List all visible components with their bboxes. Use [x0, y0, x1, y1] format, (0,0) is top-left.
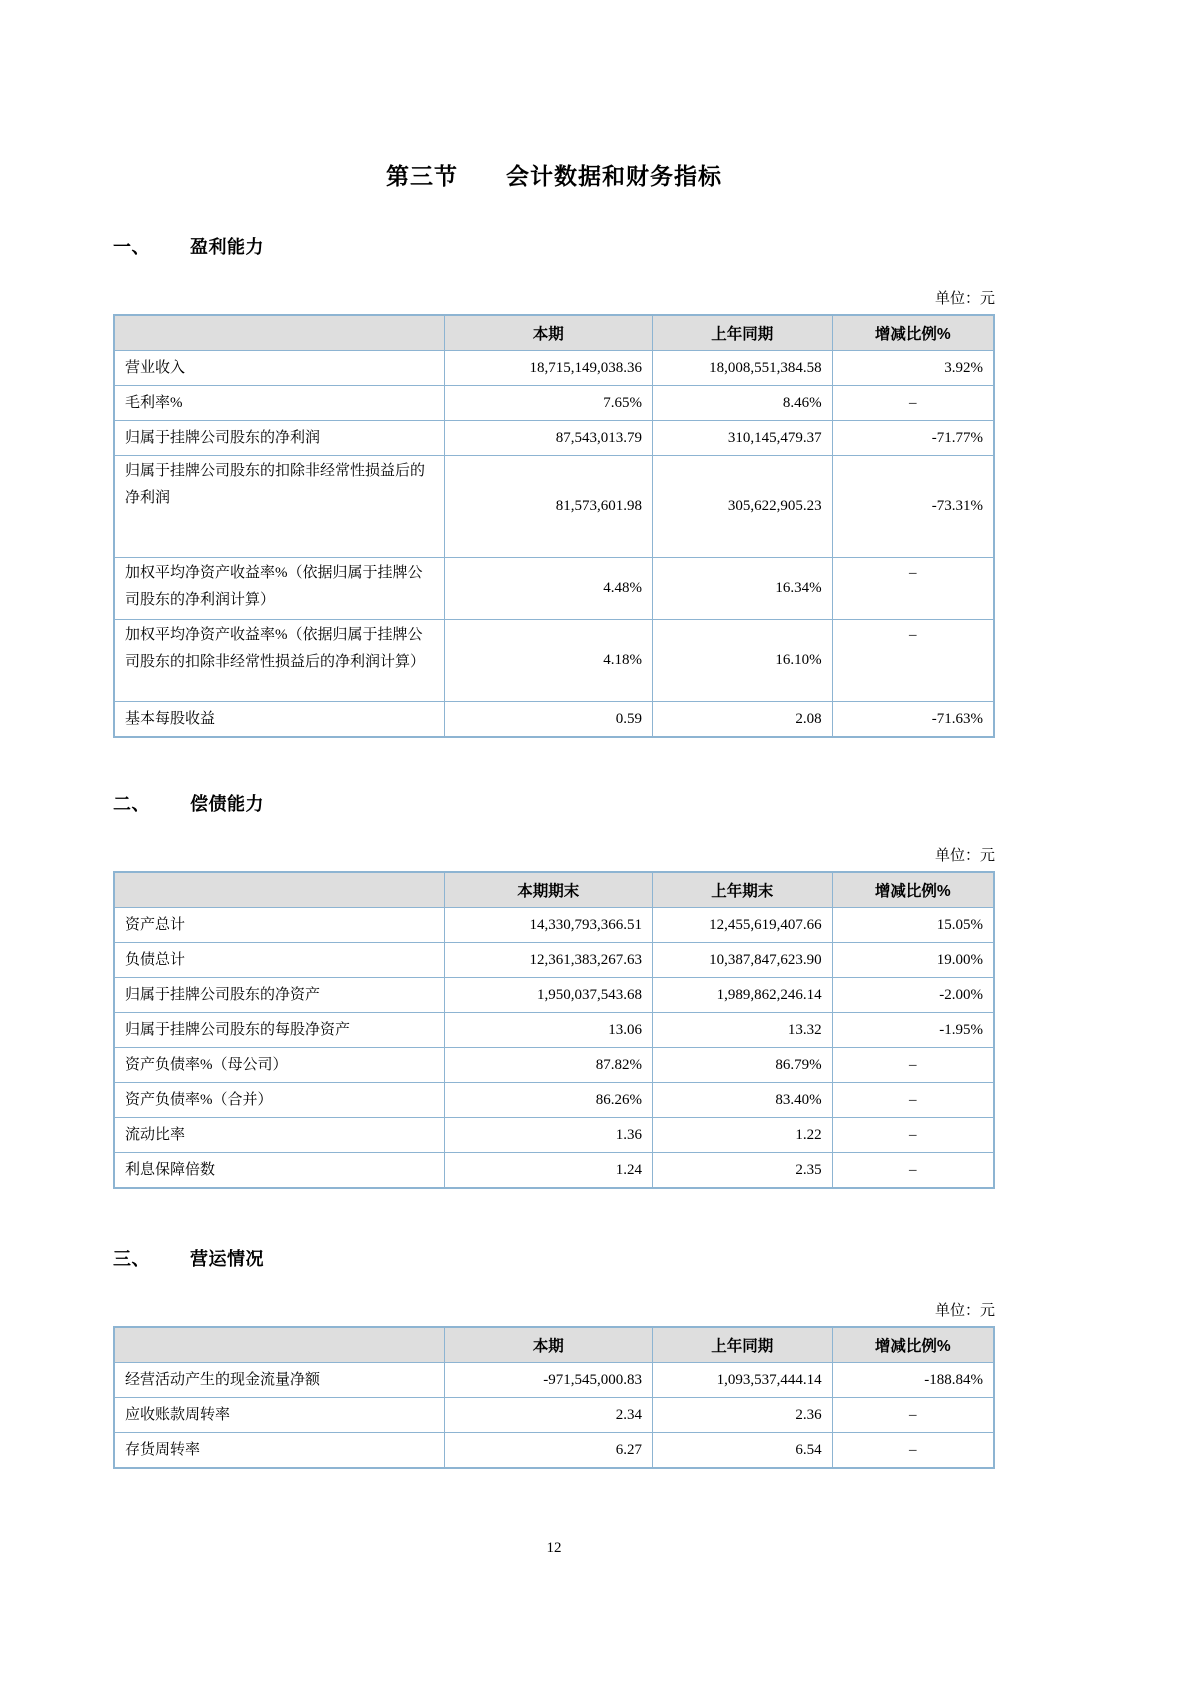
- header-cell: 增减比例%: [832, 872, 994, 908]
- content-column: [113, 0, 995, 1469]
- section-heading-operations: [113, 1245, 995, 1271]
- row-label-cell: 营业收入: [114, 351, 444, 386]
- change-value-cell: –: [832, 558, 994, 620]
- section-title: 偿债能力: [190, 794, 264, 814]
- prior-value-cell: 16.34%: [653, 558, 833, 620]
- prior-value-cell: 1,989,862,246.14: [653, 978, 833, 1013]
- change-value-cell: –: [832, 386, 994, 421]
- prior-value-cell: 16.10%: [653, 620, 833, 702]
- row-label-cell: 经营活动产生的现金流量净额: [114, 1363, 444, 1398]
- prior-value-cell: 1.22: [653, 1118, 833, 1153]
- table-row: [114, 943, 994, 978]
- row-label-cell: 利息保障倍数: [114, 1153, 444, 1189]
- prior-value-cell: 12,455,619,407.66: [653, 908, 833, 943]
- header-cell-blank: [114, 1327, 444, 1363]
- prior-value-cell: 1,093,537,444.14: [653, 1363, 833, 1398]
- row-label-cell: 加权平均净资产收益率%（依据归属于挂牌公司股东的净利润计算）: [114, 558, 444, 620]
- page-title: 第三节 会计数据和财务指标: [386, 163, 722, 189]
- prior-value-cell: 10,387,847,623.90: [653, 943, 833, 978]
- unit-label: 单位：元: [934, 848, 995, 864]
- section-heading-solvency: [113, 790, 995, 816]
- current-value-cell: 81,573,601.98: [444, 456, 653, 558]
- change-value-cell: –: [832, 1398, 994, 1433]
- change-value-cell: –: [832, 1083, 994, 1118]
- table-row: [114, 1153, 994, 1189]
- current-value-cell: 0.59: [444, 702, 653, 738]
- prior-value-cell: 83.40%: [653, 1083, 833, 1118]
- profitability-table: [113, 314, 995, 738]
- prior-value-cell: 2.35: [653, 1153, 833, 1189]
- change-value-cell: -71.77%: [832, 421, 994, 456]
- table-row: [114, 421, 994, 456]
- change-value-cell: -1.95%: [832, 1013, 994, 1048]
- prior-value-cell: 6.54: [653, 1433, 833, 1469]
- prior-value-cell: 310,145,479.37: [653, 421, 833, 456]
- header-cell: 本期: [444, 1327, 653, 1363]
- current-value-cell: 1,950,037,543.68: [444, 978, 653, 1013]
- row-label-cell: 存货周转率: [114, 1433, 444, 1469]
- current-value-cell: 18,715,149,038.36: [444, 351, 653, 386]
- page-number: 12: [546, 1540, 562, 1556]
- table-row: [114, 1398, 994, 1433]
- prior-value-cell: 86.79%: [653, 1048, 833, 1083]
- current-value-cell: 4.18%: [444, 620, 653, 702]
- current-value-cell: 86.26%: [444, 1083, 653, 1118]
- header-cell: 增减比例%: [832, 315, 994, 351]
- section-heading-profitability: [113, 233, 995, 259]
- header-cell: 上年期末: [653, 872, 833, 908]
- current-value-cell: 87.82%: [444, 1048, 653, 1083]
- table-row: [114, 1048, 994, 1083]
- current-value-cell: -971,545,000.83: [444, 1363, 653, 1398]
- table-header-row: [114, 1327, 994, 1363]
- change-value-cell: -188.84%: [832, 1363, 994, 1398]
- change-value-cell: 15.05%: [832, 908, 994, 943]
- current-value-cell: 87,543,013.79: [444, 421, 653, 456]
- current-value-cell: 13.06: [444, 1013, 653, 1048]
- table-row: [114, 908, 994, 943]
- row-label-cell: 归属于挂牌公司股东的扣除非经常性损益后的净利润: [114, 456, 444, 558]
- prior-value-cell: 18,008,551,384.58: [653, 351, 833, 386]
- change-value-cell: -71.63%: [832, 702, 994, 738]
- header-cell-blank: [114, 872, 444, 908]
- table-row: [114, 386, 994, 421]
- current-value-cell: 6.27: [444, 1433, 653, 1469]
- current-value-cell: 1.24: [444, 1153, 653, 1189]
- row-label-cell: 资产负债率%（合并）: [114, 1083, 444, 1118]
- section-title: 盈利能力: [190, 237, 264, 257]
- row-label-cell: 流动比率: [114, 1118, 444, 1153]
- table-row: [114, 456, 994, 558]
- header-cell: 本期期末: [444, 872, 653, 908]
- change-value-cell: –: [832, 1048, 994, 1083]
- section-number: 一、: [113, 237, 150, 257]
- table-header-row: [114, 872, 994, 908]
- operations-table: [113, 1326, 995, 1469]
- prior-value-cell: 305,622,905.23: [653, 456, 833, 558]
- section-number: 二、: [113, 794, 150, 814]
- unit-label: 单位：元: [934, 1303, 995, 1319]
- header-cell: 本期: [444, 315, 653, 351]
- solvency-table: [113, 871, 995, 1189]
- table-row: [114, 558, 994, 620]
- row-label-cell: 毛利率%: [114, 386, 444, 421]
- current-value-cell: 14,330,793,366.51: [444, 908, 653, 943]
- header-cell: 上年同期: [653, 315, 833, 351]
- table-row: [114, 978, 994, 1013]
- change-value-cell: -2.00%: [832, 978, 994, 1013]
- table-row: [114, 1083, 994, 1118]
- solvency-table-container: [113, 871, 995, 1189]
- row-label-cell: 归属于挂牌公司股东的每股净资产: [114, 1013, 444, 1048]
- current-value-cell: 12,361,383,267.63: [444, 943, 653, 978]
- section-number: 三、: [113, 1249, 150, 1269]
- row-label-cell: 负债总计: [114, 943, 444, 978]
- section-title: 营运情况: [190, 1249, 264, 1269]
- prior-value-cell: 2.08: [653, 702, 833, 738]
- table-row: [114, 620, 994, 702]
- row-label-cell: 资产总计: [114, 908, 444, 943]
- prior-value-cell: 13.32: [653, 1013, 833, 1048]
- prior-value-cell: 2.36: [653, 1398, 833, 1433]
- table-row: [114, 702, 994, 738]
- current-value-cell: 7.65%: [444, 386, 653, 421]
- header-cell-blank: [114, 315, 444, 351]
- table-row: [114, 351, 994, 386]
- change-value-cell: –: [832, 1433, 994, 1469]
- current-value-cell: 1.36: [444, 1118, 653, 1153]
- operations-table-container: [113, 1326, 995, 1469]
- current-value-cell: 2.34: [444, 1398, 653, 1433]
- change-value-cell: 3.92%: [832, 351, 994, 386]
- row-label-cell: 应收账款周转率: [114, 1398, 444, 1433]
- row-label-cell: 加权平均净资产收益率%（依据归属于挂牌公司股东的扣除非经常性损益后的净利润计算）: [114, 620, 444, 702]
- table-row: [114, 1013, 994, 1048]
- unit-label: 单位：元: [934, 291, 995, 307]
- table-header-row: [114, 315, 994, 351]
- table-row: [114, 1363, 994, 1398]
- change-value-cell: –: [832, 1118, 994, 1153]
- table-row: [114, 1118, 994, 1153]
- header-cell: 上年同期: [653, 1327, 833, 1363]
- row-label-cell: 资产负债率%（母公司）: [114, 1048, 444, 1083]
- change-value-cell: –: [832, 1153, 994, 1189]
- row-label-cell: 归属于挂牌公司股东的净利润: [114, 421, 444, 456]
- table-row: [114, 1433, 994, 1469]
- change-value-cell: –: [832, 620, 994, 702]
- change-value-cell: -73.31%: [832, 456, 994, 558]
- row-label-cell: 基本每股收益: [114, 702, 444, 738]
- row-label-cell: 归属于挂牌公司股东的净资产: [114, 978, 444, 1013]
- current-value-cell: 4.48%: [444, 558, 653, 620]
- change-value-cell: 19.00%: [832, 943, 994, 978]
- profitability-table-container: [113, 314, 995, 738]
- prior-value-cell: 8.46%: [653, 386, 833, 421]
- header-cell: 增减比例%: [832, 1327, 994, 1363]
